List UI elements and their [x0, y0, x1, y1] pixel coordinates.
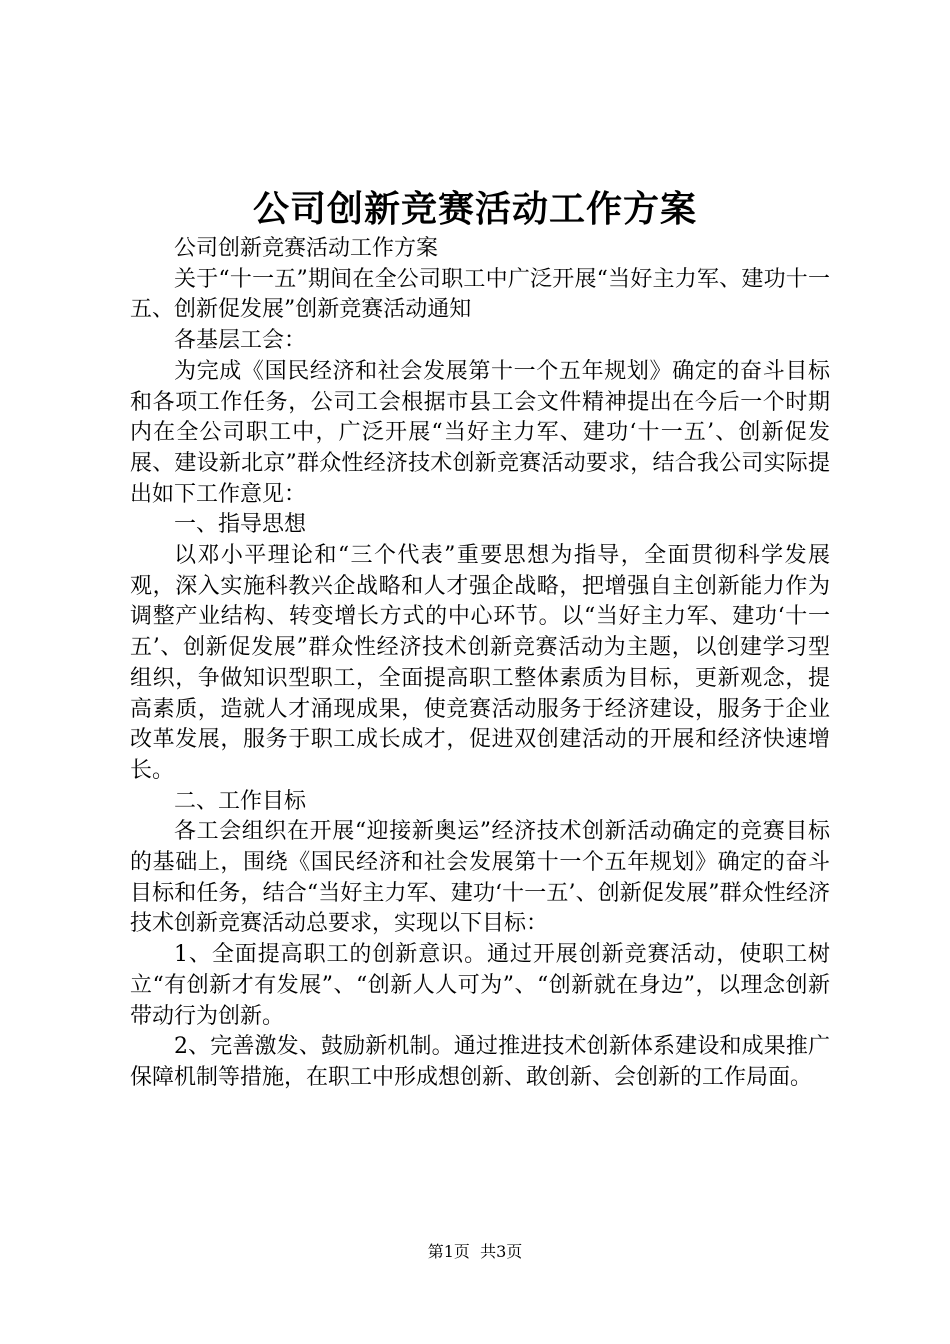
body-paragraph: 各工会组织在开展“迎接新奥运”经济技术创新活动确定的竞赛目标的基础上，围绕《国民经济和社会发展第十一个五年规划》确定的奋斗目标和任务，结合“当好主力军、建功‘十一五’、创新促发展”群众性经济技术创新竞赛活动总要求，实现以下目标： — [130, 819, 830, 937]
list-item: 2、完善激发、鼓励新机制。通过推进技术创新体系建设和成果推广保障机制等措施，在职工中形成想创新、敢创新、会创新的工作局面。 — [130, 1034, 830, 1090]
body-paragraph: 关于“十一五”期间在全公司职工中广泛开展“当好主力军、建功十一五、创新促发展”创新竞赛活动通知 — [130, 266, 830, 323]
body-paragraph: 以邓小平理论和“三个代表”重要思想为指导，全面贯彻科学发展观，深入实施科教兴企战略和人才强企战略，把增强自主创新能力作为调整产业结构、转变增长方式的中心环节。以“当好主力军、建功‘十一五’、创新促发展”群众性经济技术创新竞赛活动为主题，以创建学习型组织，争做知识型职工，全面提高职工整体素质为目标，更新观念，提高素质，造就人才涌现成果，使竞赛活动服务于经济建设，服务于企业改革发展，服务于职工成长成才，促进双创建活动的开展和经济快速增长。 — [130, 543, 830, 783]
document-body — [130, 234, 830, 1094]
section-heading: 二、工作目标 — [174, 788, 307, 814]
body-paragraph: 各基层工会： — [174, 328, 307, 354]
body-paragraph: 为完成《国民经济和社会发展第十一个五年规划》确定的奋斗目标和各项工作任务，公司工会根据市县工会文件精神提出在今后一个时期内在全公司职工中，广泛开展“当好主力军、建功‘十一五’、创新促发展、建设新北京”群众性经济技术创新竞赛活动要求，结合我公司实际提出如下工作意见： — [130, 358, 830, 507]
page-footer — [0, 1240, 950, 1264]
page-total: 共3页 — [480, 1242, 523, 1261]
page-number: 第1页 — [427, 1242, 470, 1261]
body-paragraph: 公司创新竞赛活动工作方案 — [174, 236, 439, 261]
document-title: 公司创新竞赛活动工作方案 — [252, 188, 697, 230]
list-item: 1、全面提高职工的创新意识。通过开展创新竞赛活动，使职工树立“有创新才有发展”、“创新人人可为”、“创新就在身边”，以理念创新带动行为创新。 — [130, 942, 830, 1029]
section-heading: 一、指导思想 — [174, 512, 307, 538]
